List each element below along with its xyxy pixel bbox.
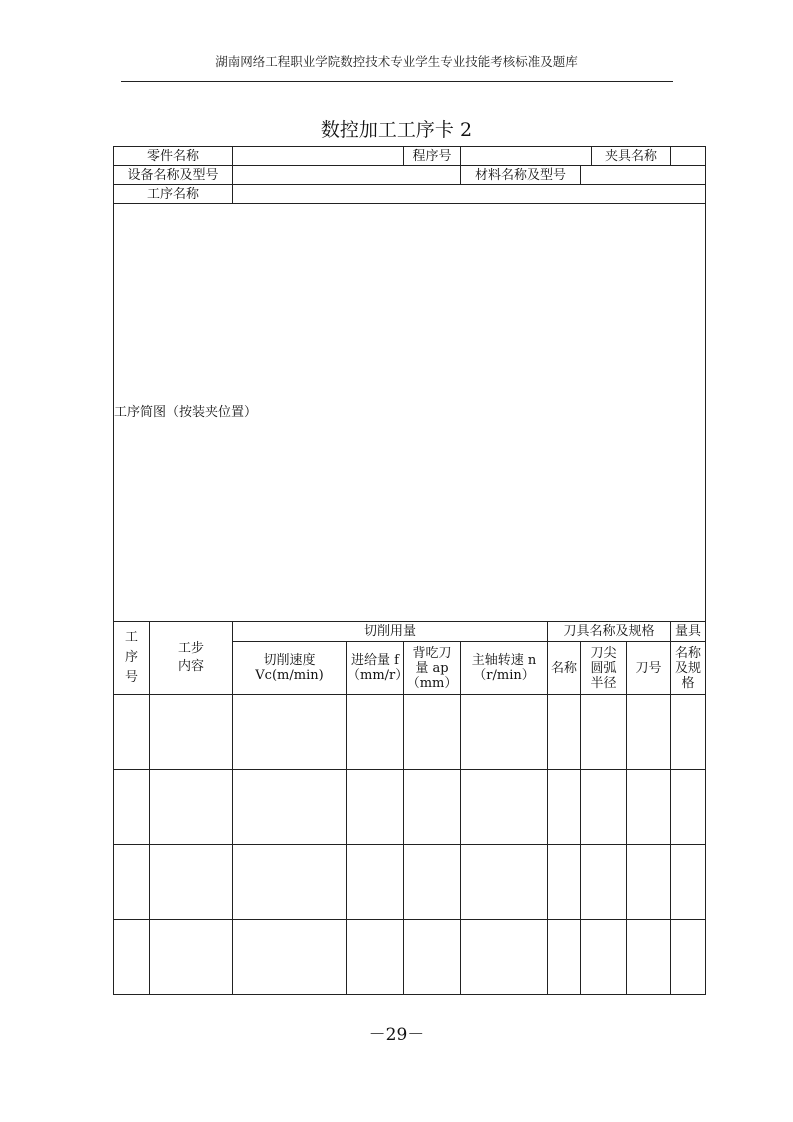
cell-step-no[interactable]	[114, 920, 150, 995]
cell-step-content[interactable]	[150, 920, 233, 995]
col-depth-of-cut: 背吃刀 量 ap （mm）	[404, 642, 461, 695]
cell-tool-radius[interactable]	[581, 845, 627, 920]
col-tool-no: 刀号	[627, 642, 671, 695]
page-number: －29－	[368, 1025, 425, 1045]
material-label: 材料名称及型号	[461, 166, 581, 185]
process-sketch-area[interactable]	[114, 204, 706, 622]
cell-tool-name[interactable]	[548, 695, 581, 770]
cell-feed[interactable]	[347, 920, 404, 995]
table-row	[114, 770, 706, 845]
sketch-label: 工序简图（按装夹位置）	[114, 405, 258, 420]
group-tool-spec: 刀具名称及规格	[548, 622, 671, 642]
cell-feed[interactable]	[347, 770, 404, 845]
cell-step-no[interactable]	[114, 695, 150, 770]
column-header-row-1	[114, 622, 706, 642]
cell-measure[interactable]	[671, 695, 706, 770]
cell-step-content[interactable]	[150, 695, 233, 770]
cell-depth[interactable]	[404, 770, 461, 845]
cell-depth[interactable]	[404, 845, 461, 920]
equipment-field[interactable]	[233, 166, 461, 185]
col-measure-spec: 名称 及规 格	[671, 642, 706, 695]
cell-spindle[interactable]	[461, 695, 548, 770]
cell-tool-name[interactable]	[548, 770, 581, 845]
fixture-name-label: 夹具名称	[592, 147, 671, 166]
cell-step-no[interactable]	[114, 770, 150, 845]
process-name-field[interactable]	[233, 185, 706, 204]
group-cutting-params: 切削用量	[233, 622, 548, 642]
col-step-no: 工序号	[114, 622, 150, 695]
cell-cutting-speed[interactable]	[233, 920, 347, 995]
col-feed: 进给量 f （mm/r）	[347, 642, 404, 695]
col-tool-nose-radius: 刀尖 圆弧 半径	[581, 642, 627, 695]
program-no-label: 程序号	[404, 147, 461, 166]
cell-tool-no[interactable]	[627, 845, 671, 920]
cell-measure[interactable]	[671, 845, 706, 920]
cell-cutting-speed[interactable]	[233, 770, 347, 845]
equipment-label: 设备名称及型号	[114, 166, 233, 185]
program-no-field[interactable]	[461, 147, 592, 166]
part-name-field[interactable]	[233, 147, 404, 166]
col-spindle-speed: 主轴转速 n （r/min）	[461, 642, 548, 695]
cell-spindle[interactable]	[461, 920, 548, 995]
info-row-3	[114, 185, 706, 204]
col-tool-name: 名称	[548, 642, 581, 695]
cell-cutting-speed[interactable]	[233, 845, 347, 920]
info-row-1	[114, 147, 706, 166]
cell-tool-radius[interactable]	[581, 695, 627, 770]
cell-tool-name[interactable]	[548, 920, 581, 995]
process-card-table	[113, 146, 706, 995]
sketch-row	[114, 204, 706, 622]
info-row-2	[114, 166, 706, 185]
card-title: 数控加工工序卡 2	[320, 119, 473, 141]
cell-tool-radius[interactable]	[581, 920, 627, 995]
cell-spindle[interactable]	[461, 770, 548, 845]
table-row	[114, 920, 706, 995]
table-row	[114, 695, 706, 770]
cell-tool-radius[interactable]	[581, 770, 627, 845]
cell-tool-name[interactable]	[548, 845, 581, 920]
cell-tool-no[interactable]	[627, 920, 671, 995]
col-step-content: 工步内容	[150, 622, 233, 695]
running-header: 湖南网络工程职业学院数控技术专业学生专业技能考核标准及题库	[215, 54, 578, 69]
cell-depth[interactable]	[404, 920, 461, 995]
cell-tool-no[interactable]	[627, 770, 671, 845]
cell-spindle[interactable]	[461, 845, 548, 920]
group-measuring-tool: 量具	[671, 622, 706, 642]
part-name-label: 零件名称	[114, 147, 233, 166]
material-field[interactable]	[581, 166, 706, 185]
cell-depth[interactable]	[404, 695, 461, 770]
table-row	[114, 845, 706, 920]
cell-measure[interactable]	[671, 920, 706, 995]
fixture-name-field[interactable]	[671, 147, 706, 166]
cell-cutting-speed[interactable]	[233, 695, 347, 770]
cell-step-content[interactable]	[150, 770, 233, 845]
cell-feed[interactable]	[347, 695, 404, 770]
cell-measure[interactable]	[671, 770, 706, 845]
header-rule	[121, 81, 673, 82]
cell-feed[interactable]	[347, 845, 404, 920]
col-cutting-speed: 切削速度 Vc(m/min)	[233, 642, 347, 695]
cell-tool-no[interactable]	[627, 695, 671, 770]
cell-step-no[interactable]	[114, 845, 150, 920]
process-name-label: 工序名称	[114, 185, 233, 204]
cell-step-content[interactable]	[150, 845, 233, 920]
